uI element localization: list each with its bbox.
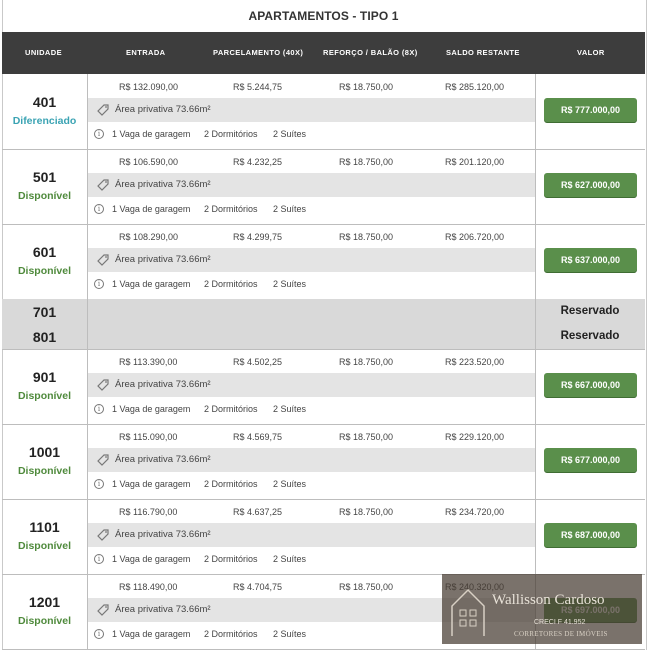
unit-cell xyxy=(2,149,88,224)
bedrooms-text: 2 Dormitórios xyxy=(204,629,258,639)
watermark-creci: CRECI F 41.952 xyxy=(534,619,586,626)
saldo-value: R$ 206.720,00 xyxy=(445,232,505,242)
area-text: Área privativa 73.66m² xyxy=(115,104,211,115)
info-icon: i xyxy=(94,204,104,214)
area-text: Área privativa 73.66m² xyxy=(115,179,211,190)
unit-cell xyxy=(2,424,88,499)
price-button[interactable]: R$ 627.000,00 xyxy=(544,173,637,197)
unit-status: Disponível xyxy=(17,615,72,627)
price-button[interactable]: R$ 677.000,00 xyxy=(544,448,637,472)
suites-text: 2 Suítes xyxy=(273,479,307,489)
unit-number: 701 xyxy=(32,304,57,320)
watermark-subtitle: CORRETORES DE IMÓVEIS xyxy=(514,630,608,638)
garage-text: 1 Vaga de garagem xyxy=(112,479,191,489)
garage-text: 1 Vaga de garagem xyxy=(112,554,191,564)
info-icon: i xyxy=(94,629,104,639)
unit-cell xyxy=(2,499,88,574)
unit-number: 601 xyxy=(32,244,57,260)
header-valor: VALOR xyxy=(577,48,605,57)
parcelamento-value: R$ 4.299,75 xyxy=(233,232,283,242)
reserved-row xyxy=(2,324,645,350)
parcelamento-value: R$ 5.244,75 xyxy=(233,82,283,92)
entrada-value: R$ 132.090,00 xyxy=(119,82,179,92)
reforco-value: R$ 18.750,00 xyxy=(339,582,394,592)
reserved-row xyxy=(2,299,645,325)
value-divider xyxy=(535,224,536,299)
header-saldo: SALDO RESTANTE xyxy=(446,48,520,57)
parcelamento-value: R$ 4.704,75 xyxy=(233,582,283,592)
table-header xyxy=(2,32,645,74)
area-band xyxy=(88,98,535,122)
area-band xyxy=(88,448,535,472)
tag-icon xyxy=(96,253,110,267)
saldo-value: R$ 201.120,00 xyxy=(445,157,505,167)
watermark-logo xyxy=(442,574,642,644)
unit-status: Disponível xyxy=(17,465,72,477)
unit-cell xyxy=(2,299,88,324)
unit-number: 1101 xyxy=(29,519,60,535)
tag-icon xyxy=(96,378,110,392)
value-divider xyxy=(535,349,536,424)
parcelamento-value: R$ 4.569,75 xyxy=(233,432,283,442)
tag-icon xyxy=(96,453,110,467)
reforco-value: R$ 18.750,00 xyxy=(339,432,394,442)
entrada-value: R$ 115.090,00 xyxy=(119,432,178,442)
parcelamento-value: R$ 4.232,25 xyxy=(233,157,283,167)
unit-cell xyxy=(2,349,88,424)
table-row xyxy=(2,349,645,425)
suites-text: 2 Suítes xyxy=(273,404,307,414)
table-row xyxy=(2,74,645,150)
unit-status: Disponível xyxy=(17,265,72,277)
value-divider xyxy=(535,74,536,149)
garage-text: 1 Vaga de garagem xyxy=(112,204,191,214)
garage-text: 1 Vaga de garagem xyxy=(112,129,191,139)
garage-text: 1 Vaga de garagem xyxy=(112,279,191,289)
price-button[interactable]: R$ 687.000,00 xyxy=(544,523,637,547)
tag-icon xyxy=(96,103,110,117)
entrada-value: R$ 106.590,00 xyxy=(119,157,179,167)
header-unidade: UNIDADE xyxy=(25,48,62,57)
area-text: Área privativa 73.66m² xyxy=(115,604,211,615)
garage-text: 1 Vaga de garagem xyxy=(112,404,191,414)
unit-number: 401 xyxy=(32,94,57,110)
table-row xyxy=(2,499,645,575)
suites-text: 2 Suítes xyxy=(273,554,307,564)
table-row xyxy=(2,424,645,500)
header-reforco: REFORÇO / BALÃO (8X) xyxy=(323,48,418,57)
unit-number: 1001 xyxy=(28,444,61,460)
bedrooms-text: 2 Dormitórios xyxy=(204,479,258,489)
page-title: APARTAMENTOS - TIPO 1 xyxy=(2,0,645,33)
saldo-value: R$ 285.120,00 xyxy=(445,82,505,92)
entrada-value: R$ 116.790,00 xyxy=(119,507,178,517)
header-entrada: ENTRADA xyxy=(126,48,166,57)
price-button[interactable]: R$ 667.000,00 xyxy=(544,373,637,397)
area-band xyxy=(88,173,535,197)
unit-cell xyxy=(2,324,88,349)
bedrooms-text: 2 Dormitórios xyxy=(204,404,258,414)
bedrooms-text: 2 Dormitórios xyxy=(204,554,258,564)
price-button[interactable]: R$ 777.000,00 xyxy=(544,98,637,122)
unit-status: Disponível xyxy=(17,390,72,402)
building-icon xyxy=(448,584,488,638)
unit-number: 801 xyxy=(32,329,57,345)
unit-cell xyxy=(2,224,88,299)
value-divider xyxy=(535,424,536,499)
saldo-value: R$ 234.720,00 xyxy=(445,507,505,517)
header-parcelamento: PARCELAMENTO (40X) xyxy=(213,48,304,57)
reforco-value: R$ 18.750,00 xyxy=(339,82,394,92)
tag-icon xyxy=(96,178,110,192)
parcelamento-value: R$ 4.502,25 xyxy=(233,357,283,367)
unit-status: Diferenciado xyxy=(12,115,77,127)
area-band xyxy=(88,248,535,272)
bedrooms-text: 2 Dormitórios xyxy=(204,279,258,289)
unit-cell xyxy=(2,74,88,149)
saldo-value: R$ 223.520,00 xyxy=(445,357,505,367)
info-icon: i xyxy=(94,129,104,139)
reserved-label: Reservado xyxy=(560,305,620,317)
reserved-label: Reservado xyxy=(560,330,620,342)
suites-text: 2 Suítes xyxy=(273,629,307,639)
unit-cell xyxy=(2,574,88,649)
value-divider xyxy=(535,499,536,574)
tag-icon xyxy=(96,528,110,542)
unit-number: 1201 xyxy=(28,594,61,610)
bedrooms-text: 2 Dormitórios xyxy=(204,129,258,139)
info-icon: i xyxy=(94,404,104,414)
reforco-value: R$ 18.750,00 xyxy=(339,157,394,167)
garage-text: 1 Vaga de garagem xyxy=(112,629,191,639)
info-icon: i xyxy=(94,479,104,489)
bedrooms-text: 2 Dormitórios xyxy=(204,204,258,214)
area-text: Área privativa 73.66m² xyxy=(115,254,211,265)
unit-number: 901 xyxy=(32,369,57,385)
reforco-value: R$ 18.750,00 xyxy=(339,507,394,517)
price-button[interactable]: R$ 637.000,00 xyxy=(544,248,637,272)
unit-number: 501 xyxy=(32,169,57,185)
tag-icon xyxy=(96,603,110,617)
unit-status: Disponível xyxy=(17,190,72,202)
table-row xyxy=(2,149,645,225)
unit-status: Disponível xyxy=(17,540,72,552)
entrada-value: R$ 113.390,00 xyxy=(119,357,178,367)
parcelamento-value: R$ 4.637,25 xyxy=(233,507,283,517)
suites-text: 2 Suítes xyxy=(273,279,307,289)
reforco-value: R$ 18.750,00 xyxy=(339,357,394,367)
watermark-name: Wallisson Cardoso xyxy=(492,592,605,608)
info-icon: i xyxy=(94,279,104,289)
table-row xyxy=(2,224,645,300)
suites-text: 2 Suítes xyxy=(273,204,307,214)
area-text: Área privativa 73.66m² xyxy=(115,454,211,465)
entrada-value: R$ 108.290,00 xyxy=(119,232,179,242)
suites-text: 2 Suítes xyxy=(273,129,307,139)
area-text: Área privativa 73.66m² xyxy=(115,529,211,540)
area-text: Área privativa 73.66m² xyxy=(115,379,211,390)
entrada-value: R$ 118.490,00 xyxy=(119,582,178,592)
area-band xyxy=(88,373,535,397)
saldo-value: R$ 229.120,00 xyxy=(445,432,505,442)
area-band xyxy=(88,523,535,547)
reforco-value: R$ 18.750,00 xyxy=(339,232,394,242)
info-icon: i xyxy=(94,554,104,564)
value-divider xyxy=(535,149,536,224)
